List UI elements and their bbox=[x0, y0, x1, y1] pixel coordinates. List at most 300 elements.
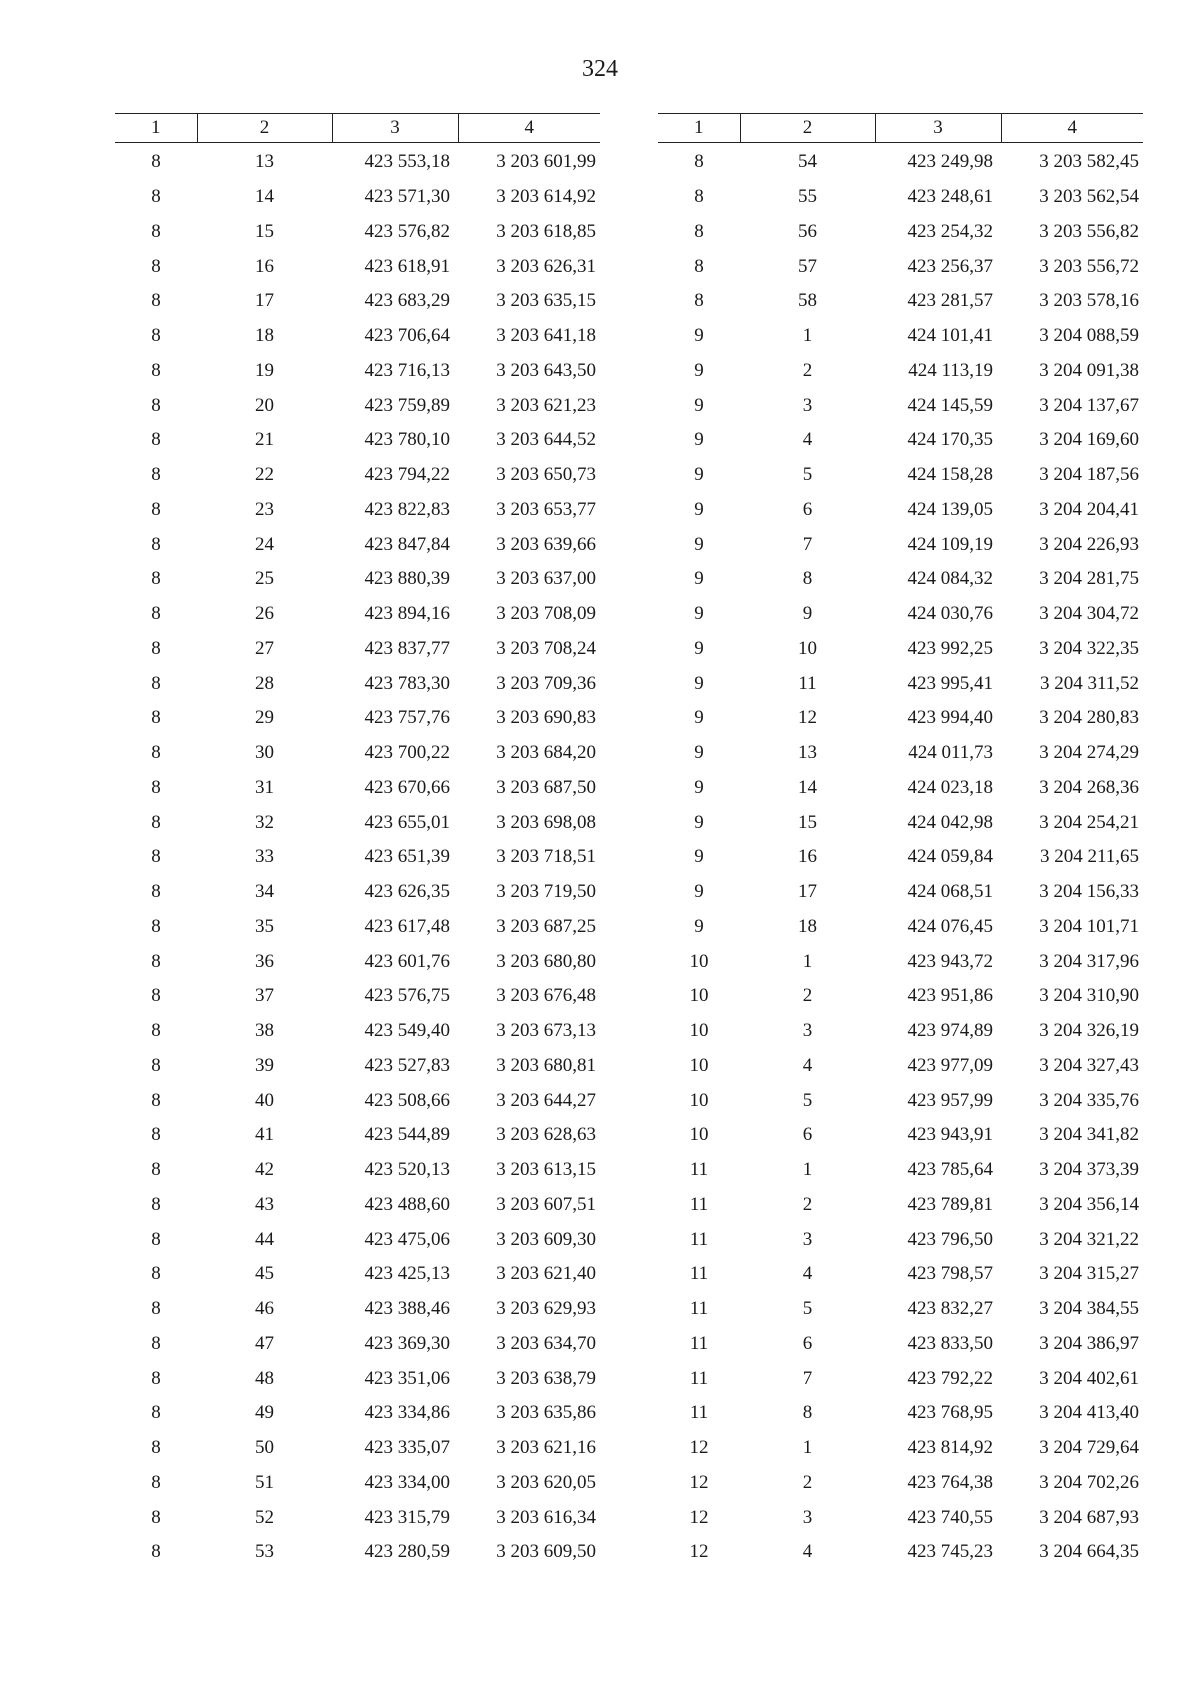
table-row bbox=[658, 1257, 1143, 1292]
object-number-cell: 8 bbox=[151, 255, 161, 277]
x-coordinate-cell: 423 792,22 bbox=[907, 1367, 993, 1389]
y-coordinate-cell: 3 204 702,26 bbox=[1039, 1471, 1139, 1493]
object-number-cell: 8 bbox=[151, 776, 161, 798]
point-number-cell: 36 bbox=[255, 950, 274, 972]
table-row bbox=[115, 1118, 600, 1153]
point-number-cell: 27 bbox=[255, 637, 274, 659]
object-number-cell: 11 bbox=[689, 1159, 709, 1181]
table-row bbox=[658, 180, 1143, 215]
point-number-cell: 9 bbox=[802, 603, 813, 625]
object-number-cell: 12 bbox=[689, 1471, 709, 1493]
x-coordinate-cell: 423 740,55 bbox=[907, 1506, 993, 1528]
x-coordinate-cell: 423 764,38 bbox=[907, 1471, 993, 1493]
y-coordinate-cell: 3 203 719,50 bbox=[496, 881, 596, 903]
y-coordinate-cell: 3 204 088,59 bbox=[1039, 325, 1139, 347]
object-number-cell: 9 bbox=[694, 672, 704, 694]
y-coordinate-cell: 3 203 650,73 bbox=[496, 464, 596, 486]
table-row bbox=[115, 1431, 600, 1466]
table-row bbox=[658, 1118, 1143, 1153]
object-number-cell: 10 bbox=[689, 1089, 709, 1111]
point-number-cell: 40 bbox=[255, 1089, 274, 1111]
point-number-cell: 3 bbox=[802, 1228, 813, 1250]
x-coordinate-cell: 423 249,98 bbox=[907, 151, 993, 173]
x-coordinate-cell: 424 030,76 bbox=[907, 603, 993, 625]
point-number-cell: 11 bbox=[798, 672, 817, 694]
x-coordinate-cell: 423 796,50 bbox=[907, 1228, 993, 1250]
point-number-cell: 3 bbox=[802, 1020, 813, 1042]
object-number-cell: 8 bbox=[151, 1367, 161, 1389]
y-coordinate-cell: 3 203 626,31 bbox=[496, 255, 596, 277]
x-coordinate-cell: 423 576,75 bbox=[364, 985, 450, 1007]
point-number-cell: 39 bbox=[255, 1054, 274, 1076]
y-coordinate-cell: 3 204 311,52 bbox=[1039, 672, 1139, 694]
x-coordinate-cell: 424 076,45 bbox=[907, 915, 993, 937]
table-row bbox=[115, 805, 600, 840]
y-coordinate-cell: 3 204 315,27 bbox=[1039, 1263, 1139, 1285]
object-number-cell: 8 bbox=[151, 464, 161, 486]
y-coordinate-cell: 3 204 687,93 bbox=[1039, 1506, 1139, 1528]
x-coordinate-cell: 423 571,30 bbox=[364, 186, 450, 208]
object-number-cell: 8 bbox=[151, 881, 161, 903]
point-number-cell: 24 bbox=[255, 533, 274, 555]
y-coordinate-cell: 3 203 634,70 bbox=[496, 1332, 596, 1354]
table-row bbox=[115, 215, 600, 250]
object-number-cell: 10 bbox=[689, 1020, 709, 1042]
object-number-cell: 9 bbox=[694, 429, 704, 451]
point-number-cell: 54 bbox=[798, 151, 817, 173]
object-number-cell: 8 bbox=[151, 290, 161, 312]
x-coordinate-cell: 424 068,51 bbox=[907, 881, 993, 903]
x-coordinate-cell: 423 388,46 bbox=[364, 1298, 450, 1320]
y-coordinate-cell: 3 203 690,83 bbox=[496, 707, 596, 729]
table-row bbox=[658, 1535, 1143, 1570]
x-coordinate-cell: 423 894,16 bbox=[364, 603, 450, 625]
x-coordinate-cell: 423 757,76 bbox=[364, 707, 450, 729]
x-coordinate-cell: 423 943,72 bbox=[907, 950, 993, 972]
y-coordinate-cell: 3 204 322,35 bbox=[1039, 637, 1139, 659]
point-number-cell: 6 bbox=[802, 498, 813, 520]
object-number-cell: 8 bbox=[151, 325, 161, 347]
point-number-cell: 13 bbox=[798, 742, 817, 764]
table-row bbox=[115, 1396, 600, 1431]
object-number-cell: 8 bbox=[151, 846, 161, 868]
point-number-cell: 4 bbox=[802, 429, 813, 451]
point-number-cell: 30 bbox=[255, 742, 274, 764]
table-row bbox=[658, 875, 1143, 910]
x-coordinate-cell: 423 880,39 bbox=[364, 568, 450, 590]
table-row bbox=[658, 944, 1143, 979]
object-number-cell: 8 bbox=[151, 186, 161, 208]
x-coordinate-cell: 424 145,59 bbox=[907, 394, 993, 416]
x-coordinate-cell: 423 655,01 bbox=[364, 811, 450, 833]
x-coordinate-cell: 423 617,48 bbox=[364, 915, 450, 937]
table-row bbox=[658, 388, 1143, 423]
object-number-cell: 9 bbox=[694, 707, 704, 729]
y-coordinate-cell: 3 203 684,20 bbox=[496, 742, 596, 764]
x-coordinate-cell: 423 475,06 bbox=[364, 1228, 450, 1250]
x-coordinate-cell: 423 281,57 bbox=[907, 290, 993, 312]
x-coordinate-cell: 423 334,86 bbox=[364, 1402, 450, 1424]
y-coordinate-cell: 3 204 226,93 bbox=[1039, 533, 1139, 555]
object-number-cell: 8 bbox=[151, 915, 161, 937]
point-number-cell: 26 bbox=[255, 603, 274, 625]
object-number-cell: 12 bbox=[689, 1437, 709, 1459]
table-row bbox=[115, 875, 600, 910]
y-coordinate-cell: 3 204 341,82 bbox=[1039, 1124, 1139, 1146]
object-number-cell: 8 bbox=[694, 220, 704, 242]
y-coordinate-cell: 3 204 373,39 bbox=[1039, 1159, 1139, 1181]
point-number-cell: 16 bbox=[255, 255, 274, 277]
y-coordinate-cell: 3 204 356,14 bbox=[1039, 1193, 1139, 1215]
x-coordinate-cell: 423 716,13 bbox=[364, 359, 450, 381]
object-number-cell: 9 bbox=[694, 742, 704, 764]
table-row bbox=[115, 1500, 600, 1535]
table-row bbox=[115, 1049, 600, 1084]
point-number-cell: 37 bbox=[255, 985, 274, 1007]
y-coordinate-cell: 3 204 156,33 bbox=[1039, 881, 1139, 903]
x-coordinate-cell: 423 974,89 bbox=[907, 1020, 993, 1042]
x-coordinate-cell: 423 837,77 bbox=[364, 637, 450, 659]
x-coordinate-cell: 423 798,57 bbox=[907, 1263, 993, 1285]
object-number-cell: 8 bbox=[151, 359, 161, 381]
object-number-cell: 12 bbox=[689, 1541, 709, 1563]
table-row bbox=[115, 1188, 600, 1223]
object-number-cell: 8 bbox=[151, 1124, 161, 1146]
point-number-cell: 18 bbox=[255, 325, 274, 347]
object-number-cell: 11 bbox=[689, 1402, 709, 1424]
y-coordinate-cell: 3 204 304,72 bbox=[1039, 603, 1139, 625]
object-number-cell: 11 bbox=[689, 1263, 709, 1285]
x-coordinate-cell: 423 334,00 bbox=[364, 1471, 450, 1493]
object-number-cell: 8 bbox=[151, 1332, 161, 1354]
point-number-cell: 51 bbox=[255, 1471, 274, 1493]
x-coordinate-cell: 423 626,35 bbox=[364, 881, 450, 903]
object-number-cell: 10 bbox=[689, 1124, 709, 1146]
y-coordinate-cell: 3 203 676,48 bbox=[496, 985, 596, 1007]
y-coordinate-cell: 3 203 637,00 bbox=[496, 568, 596, 590]
table-row bbox=[115, 1535, 600, 1570]
header-row bbox=[115, 114, 600, 143]
x-coordinate-cell: 424 113,19 bbox=[908, 359, 993, 381]
point-number-cell: 1 bbox=[802, 325, 813, 347]
column-header: 2 bbox=[197, 114, 332, 143]
table-row bbox=[115, 840, 600, 875]
point-number-cell: 53 bbox=[255, 1541, 274, 1563]
y-coordinate-cell: 3 203 556,72 bbox=[1039, 255, 1139, 277]
point-number-cell: 58 bbox=[798, 290, 817, 312]
table-row bbox=[115, 527, 600, 562]
object-number-cell: 8 bbox=[151, 707, 161, 729]
x-coordinate-cell: 423 957,99 bbox=[907, 1089, 993, 1111]
table-row bbox=[115, 388, 600, 423]
x-coordinate-cell: 423 943,91 bbox=[907, 1124, 993, 1146]
x-coordinate-cell: 423 520,13 bbox=[364, 1159, 450, 1181]
y-coordinate-cell: 3 204 281,75 bbox=[1039, 568, 1139, 590]
y-coordinate-cell: 3 204 169,60 bbox=[1039, 429, 1139, 451]
left-table-body bbox=[115, 143, 600, 1570]
x-coordinate-cell: 423 745,23 bbox=[907, 1541, 993, 1563]
object-number-cell: 8 bbox=[151, 1159, 161, 1181]
object-number-cell: 8 bbox=[694, 290, 704, 312]
x-coordinate-cell: 423 670,66 bbox=[364, 776, 450, 798]
object-number-cell: 9 bbox=[694, 637, 704, 659]
point-number-cell: 41 bbox=[255, 1124, 274, 1146]
left-coordinates-table bbox=[115, 113, 600, 1570]
object-number-cell: 8 bbox=[694, 186, 704, 208]
table-row bbox=[115, 319, 600, 354]
column-header: 3 bbox=[332, 114, 458, 143]
object-number-cell: 8 bbox=[151, 1506, 161, 1528]
object-number-cell: 10 bbox=[689, 1054, 709, 1076]
y-coordinate-cell: 3 203 620,05 bbox=[496, 1471, 596, 1493]
x-coordinate-cell: 423 248,61 bbox=[907, 186, 993, 208]
point-number-cell: 7 bbox=[802, 533, 813, 555]
table-row bbox=[658, 1014, 1143, 1049]
table-row bbox=[658, 701, 1143, 736]
y-coordinate-cell: 3 203 641,18 bbox=[496, 325, 596, 347]
x-coordinate-cell: 423 814,92 bbox=[907, 1437, 993, 1459]
point-number-cell: 10 bbox=[798, 637, 817, 659]
y-coordinate-cell: 3 203 609,30 bbox=[496, 1228, 596, 1250]
y-coordinate-cell: 3 203 680,81 bbox=[496, 1054, 596, 1076]
object-number-cell: 8 bbox=[151, 1263, 161, 1285]
y-coordinate-cell: 3 204 091,38 bbox=[1039, 359, 1139, 381]
object-number-cell: 9 bbox=[694, 811, 704, 833]
object-number-cell: 8 bbox=[151, 1298, 161, 1320]
object-number-cell: 8 bbox=[151, 1402, 161, 1424]
y-coordinate-cell: 3 203 644,52 bbox=[496, 429, 596, 451]
object-number-cell: 9 bbox=[694, 568, 704, 590]
x-coordinate-cell: 423 280,59 bbox=[364, 1541, 450, 1563]
point-number-cell: 4 bbox=[802, 1541, 813, 1563]
table-row bbox=[115, 249, 600, 284]
object-number-cell: 9 bbox=[694, 464, 704, 486]
point-number-cell: 6 bbox=[802, 1124, 813, 1146]
x-coordinate-cell: 424 059,84 bbox=[907, 846, 993, 868]
y-coordinate-cell: 3 204 280,83 bbox=[1039, 707, 1139, 729]
table-row bbox=[115, 632, 600, 667]
table-row bbox=[115, 493, 600, 528]
x-coordinate-cell: 423 576,82 bbox=[364, 220, 450, 242]
point-number-cell: 4 bbox=[802, 1054, 813, 1076]
table-row bbox=[115, 1466, 600, 1501]
object-number-cell: 8 bbox=[151, 220, 161, 242]
object-number-cell: 8 bbox=[151, 637, 161, 659]
point-number-cell: 52 bbox=[255, 1506, 274, 1528]
table-row bbox=[658, 423, 1143, 458]
point-number-cell: 14 bbox=[255, 186, 274, 208]
y-coordinate-cell: 3 203 708,24 bbox=[496, 637, 596, 659]
point-number-cell: 2 bbox=[802, 1471, 813, 1493]
object-number-cell: 9 bbox=[694, 603, 704, 625]
x-coordinate-cell: 423 351,06 bbox=[364, 1367, 450, 1389]
object-number-cell: 8 bbox=[151, 950, 161, 972]
table-row bbox=[115, 143, 600, 180]
column-header: 1 bbox=[658, 114, 740, 143]
y-coordinate-cell: 3 204 317,96 bbox=[1039, 950, 1139, 972]
y-coordinate-cell: 3 204 187,56 bbox=[1039, 464, 1139, 486]
y-coordinate-cell: 3 204 268,36 bbox=[1039, 776, 1139, 798]
point-number-cell: 6 bbox=[802, 1332, 813, 1354]
point-number-cell: 33 bbox=[255, 846, 274, 868]
y-coordinate-cell: 3 203 698,08 bbox=[496, 811, 596, 833]
object-number-cell: 8 bbox=[151, 1089, 161, 1111]
y-coordinate-cell: 3 204 327,43 bbox=[1039, 1054, 1139, 1076]
object-number-cell: 8 bbox=[151, 1228, 161, 1250]
x-coordinate-cell: 423 254,32 bbox=[907, 220, 993, 242]
y-coordinate-cell: 3 203 556,82 bbox=[1039, 220, 1139, 242]
table-row bbox=[115, 701, 600, 736]
table-row bbox=[115, 771, 600, 806]
table-row bbox=[658, 1083, 1143, 1118]
table-row bbox=[658, 632, 1143, 667]
table-row bbox=[115, 736, 600, 771]
x-coordinate-cell: 423 789,81 bbox=[907, 1193, 993, 1215]
table-row bbox=[658, 284, 1143, 319]
point-number-cell: 3 bbox=[802, 1506, 813, 1528]
table-row bbox=[115, 1222, 600, 1257]
y-coordinate-cell: 3 204 310,90 bbox=[1039, 985, 1139, 1007]
x-coordinate-cell: 423 994,40 bbox=[907, 707, 993, 729]
y-coordinate-cell: 3 203 635,15 bbox=[496, 290, 596, 312]
x-coordinate-cell: 424 011,73 bbox=[908, 742, 993, 764]
y-coordinate-cell: 3 203 616,34 bbox=[496, 1506, 596, 1528]
y-coordinate-cell: 3 204 137,67 bbox=[1039, 394, 1139, 416]
table-row bbox=[658, 1292, 1143, 1327]
y-coordinate-cell: 3 203 709,36 bbox=[496, 672, 596, 694]
point-number-cell: 35 bbox=[255, 915, 274, 937]
point-number-cell: 1 bbox=[802, 1437, 813, 1459]
table-row bbox=[115, 562, 600, 597]
table-row bbox=[115, 458, 600, 493]
x-coordinate-cell: 423 706,64 bbox=[364, 325, 450, 347]
object-number-cell: 8 bbox=[151, 1020, 161, 1042]
point-number-cell: 23 bbox=[255, 498, 274, 520]
object-number-cell: 8 bbox=[151, 429, 161, 451]
point-number-cell: 5 bbox=[802, 1089, 813, 1111]
y-coordinate-cell: 3 203 638,79 bbox=[496, 1367, 596, 1389]
y-coordinate-cell: 3 203 621,16 bbox=[496, 1437, 596, 1459]
table-row bbox=[658, 1396, 1143, 1431]
table-row bbox=[115, 284, 600, 319]
x-coordinate-cell: 423 992,25 bbox=[907, 637, 993, 659]
table-row bbox=[658, 979, 1143, 1014]
x-coordinate-cell: 423 833,50 bbox=[907, 1332, 993, 1354]
object-number-cell: 8 bbox=[694, 151, 704, 173]
point-number-cell: 1 bbox=[802, 950, 813, 972]
y-coordinate-cell: 3 203 635,86 bbox=[496, 1402, 596, 1424]
object-number-cell: 10 bbox=[689, 950, 709, 972]
point-number-cell: 57 bbox=[798, 255, 817, 277]
object-number-cell: 11 bbox=[689, 1228, 709, 1250]
x-coordinate-cell: 423 683,29 bbox=[364, 290, 450, 312]
point-number-cell: 50 bbox=[255, 1437, 274, 1459]
point-number-cell: 16 bbox=[798, 846, 817, 868]
y-coordinate-cell: 3 203 653,77 bbox=[496, 498, 596, 520]
x-coordinate-cell: 424 109,19 bbox=[907, 533, 993, 555]
x-coordinate-cell: 423 783,30 bbox=[364, 672, 450, 694]
y-coordinate-cell: 3 204 274,29 bbox=[1039, 742, 1139, 764]
table-row bbox=[658, 1222, 1143, 1257]
table-row bbox=[115, 910, 600, 945]
x-coordinate-cell: 423 832,27 bbox=[907, 1298, 993, 1320]
left-table-header bbox=[115, 114, 600, 143]
column-header: 1 bbox=[115, 114, 197, 143]
point-number-cell: 15 bbox=[255, 220, 274, 242]
object-number-cell: 9 bbox=[694, 881, 704, 903]
x-coordinate-cell: 424 084,32 bbox=[907, 568, 993, 590]
header-row bbox=[658, 114, 1143, 143]
y-coordinate-cell: 3 204 335,76 bbox=[1039, 1089, 1139, 1111]
table-row bbox=[115, 180, 600, 215]
table-row bbox=[658, 249, 1143, 284]
point-number-cell: 47 bbox=[255, 1332, 274, 1354]
point-number-cell: 32 bbox=[255, 811, 274, 833]
column-header: 3 bbox=[875, 114, 1001, 143]
y-coordinate-cell: 3 204 384,55 bbox=[1039, 1298, 1139, 1320]
point-number-cell: 45 bbox=[255, 1263, 274, 1285]
right-table-header bbox=[658, 114, 1143, 143]
object-number-cell: 8 bbox=[151, 1541, 161, 1563]
y-coordinate-cell: 3 203 582,45 bbox=[1039, 151, 1139, 173]
y-coordinate-cell: 3 204 402,61 bbox=[1039, 1367, 1139, 1389]
x-coordinate-cell: 423 651,39 bbox=[364, 846, 450, 868]
point-number-cell: 55 bbox=[798, 186, 817, 208]
object-number-cell: 9 bbox=[694, 325, 704, 347]
table-row bbox=[658, 805, 1143, 840]
point-number-cell: 4 bbox=[802, 1263, 813, 1285]
x-coordinate-cell: 423 785,64 bbox=[907, 1159, 993, 1181]
point-number-cell: 43 bbox=[255, 1193, 274, 1215]
point-number-cell: 28 bbox=[255, 672, 274, 694]
object-number-cell: 8 bbox=[151, 1471, 161, 1493]
point-number-cell: 56 bbox=[798, 220, 817, 242]
point-number-cell: 5 bbox=[802, 464, 813, 486]
object-number-cell: 8 bbox=[151, 1054, 161, 1076]
page-number: 324 bbox=[582, 56, 618, 82]
object-number-cell: 8 bbox=[151, 1437, 161, 1459]
x-coordinate-cell: 424 139,05 bbox=[907, 498, 993, 520]
y-coordinate-cell: 3 204 413,40 bbox=[1039, 1402, 1139, 1424]
y-coordinate-cell: 3 203 562,54 bbox=[1039, 186, 1139, 208]
table-row bbox=[658, 666, 1143, 701]
x-coordinate-cell: 423 780,10 bbox=[364, 429, 450, 451]
table-row bbox=[658, 527, 1143, 562]
point-number-cell: 1 bbox=[802, 1159, 813, 1181]
table-row bbox=[115, 1257, 600, 1292]
object-number-cell: 9 bbox=[694, 533, 704, 555]
x-coordinate-cell: 424 170,35 bbox=[907, 429, 993, 451]
point-number-cell: 17 bbox=[255, 290, 274, 312]
point-number-cell: 18 bbox=[798, 915, 817, 937]
table-row bbox=[658, 910, 1143, 945]
y-coordinate-cell: 3 203 643,50 bbox=[496, 359, 596, 381]
object-number-cell: 11 bbox=[689, 1298, 709, 1320]
point-number-cell: 7 bbox=[802, 1367, 813, 1389]
x-coordinate-cell: 423 315,79 bbox=[364, 1506, 450, 1528]
object-number-cell: 9 bbox=[694, 776, 704, 798]
x-coordinate-cell: 423 335,07 bbox=[364, 1437, 450, 1459]
x-coordinate-cell: 423 794,22 bbox=[364, 464, 450, 486]
y-coordinate-cell: 3 204 204,41 bbox=[1039, 498, 1139, 520]
point-number-cell: 25 bbox=[255, 568, 274, 590]
x-coordinate-cell: 423 847,84 bbox=[364, 533, 450, 555]
y-coordinate-cell: 3 203 718,51 bbox=[496, 846, 596, 868]
x-coordinate-cell: 423 768,95 bbox=[907, 1402, 993, 1424]
column-header: 4 bbox=[458, 114, 600, 143]
x-coordinate-cell: 423 553,18 bbox=[364, 151, 450, 173]
y-coordinate-cell: 3 203 578,16 bbox=[1039, 290, 1139, 312]
